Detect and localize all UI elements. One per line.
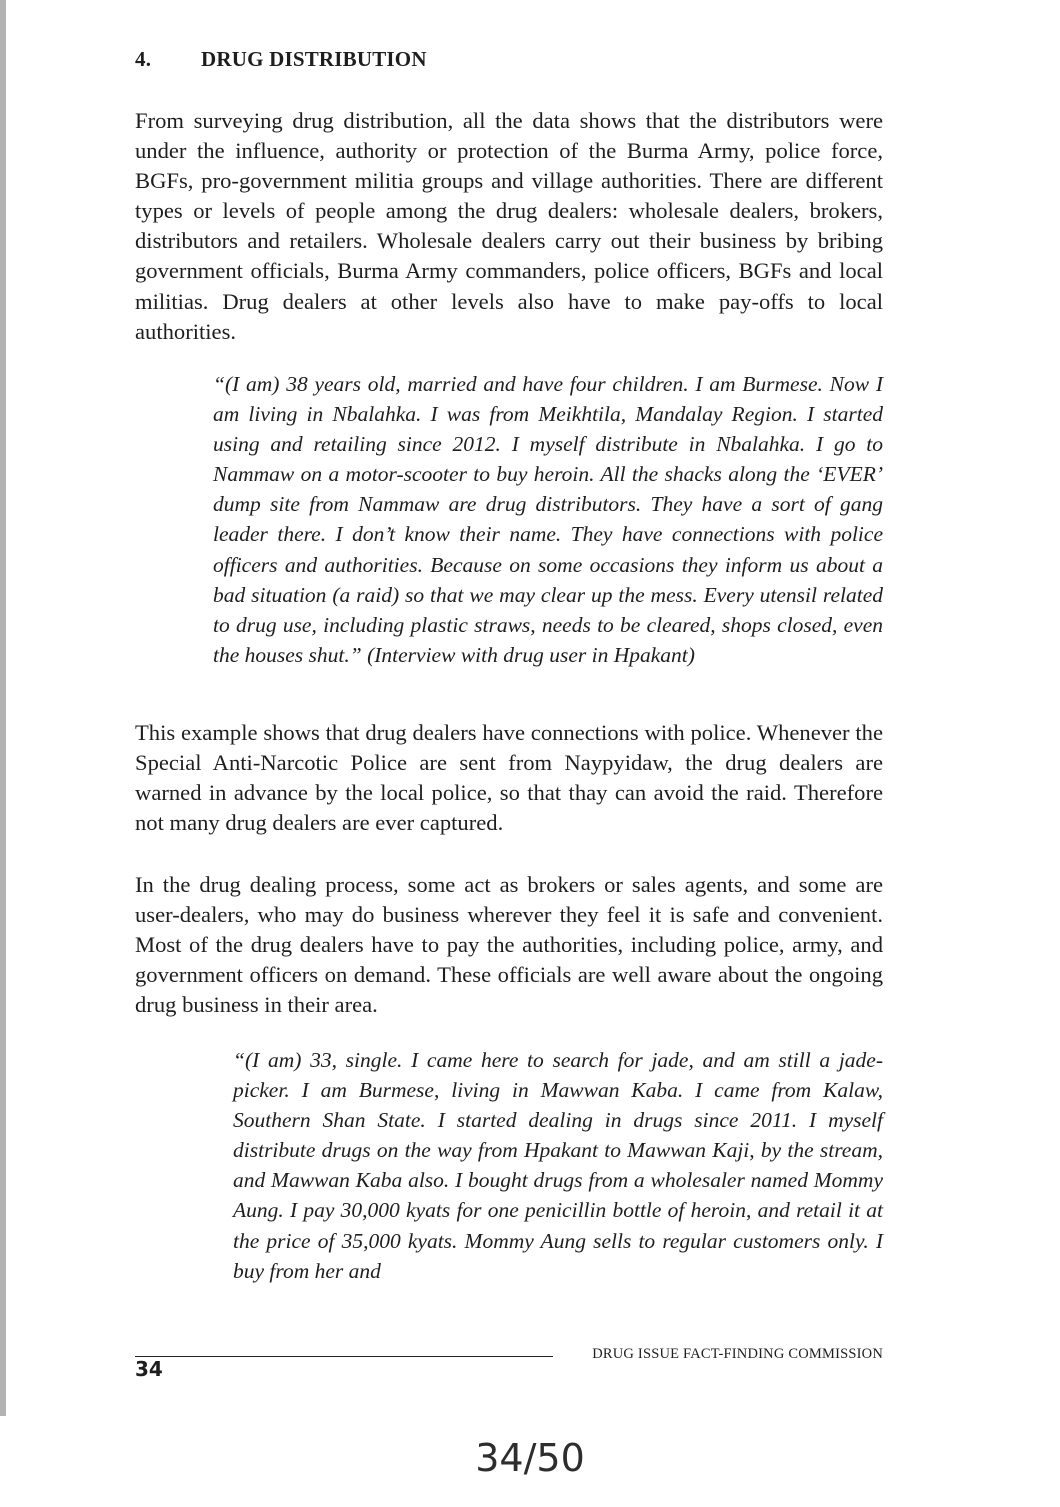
interview-quote: “(I am) 33, single. I came here to search for jade, and am still a jade-picker. I am Burmese, living in Mawwan Kaba. I came from Kalaw, Southern Shan State. I started dealing in drugs since 2011. I myself distribute drugs on the way from Hpakant to Mawwan Kaji, by the stream, and Mawwan Kaba also. I bought drugs from a wholesaler named Mommy Aung. I pay 30,000 kyats for one penicillin bottle of heroin, and retail it at the price of 35,000 kyats. Mommy Aung sells to regular customers only. I buy from her and: [233, 1048, 883, 1283]
footer-page-number: 34: [135, 1357, 163, 1381]
section-title: DRUG DISTRIBUTION: [201, 47, 427, 71]
footer-publication-title: DRUG ISSUE FACT-FINDING COMMISSION: [592, 1346, 883, 1362]
section-heading: [135, 47, 427, 72]
body-paragraph: In the drug dealing process, some act as brokers or sales agents, and some are user-dealers, who may do business wherever they feel it is safe and convenient. Most of the drug dealers have to pay the authorities, including police, army, and government officers on demand. These officials are well aware about the ongoing drug business in their area.: [135, 872, 883, 1018]
section-number: 4.: [135, 47, 152, 71]
body-paragraph: From surveying drug distribution, all the data shows that the distributors were under the influence, authority or protection of the Burma Army, police force, BGFs, pro-government militia groups and village authorities. There are different types or levels of people among the drug dealers: wholesale dealers, brokers, distributors and retailers. Wholesale dealers carry out their business by bribing government officials, Burma Army commanders, police officers, BGFs and local militias. Drug dealers at other levels also have to make pay-offs to local authorities.: [135, 108, 883, 344]
footer-rule: [135, 1356, 553, 1357]
interview-quote: “(I am) 38 years old, married and have four children. I am Burmese. Now I am living in Nbalahka. I was from Meikhtila, Mandalay Region. I started using and retailing since 2012. I myself distribute in Nbalahka. I go to Nammaw on a motor-scooter to buy heroin. All the shacks along the ‘EVER’ dump site from Nammaw are drug distributors. They have a sort of gang leader there. I don’t know their name. They have connections with police officers and authorities. Because on some occasions they inform us about a bad situation (a raid) so that we may clear up the mess. Every utensil related to drug use, including plastic straws, needs to be cleared, shops closed, even the houses shut.” (Interview with drug user in Hpakant): [213, 372, 883, 667]
viewer-page-counter: 34/50: [475, 1436, 585, 1480]
body-paragraph: This example shows that drug dealers have connections with police. Whenever the Special Anti-Narcotic Police are sent from Naypyidaw, the drug dealers are warned in advance by the local police, so that thay can avoid the raid. Therefore not many drug dealers are ever captured.: [135, 720, 883, 836]
